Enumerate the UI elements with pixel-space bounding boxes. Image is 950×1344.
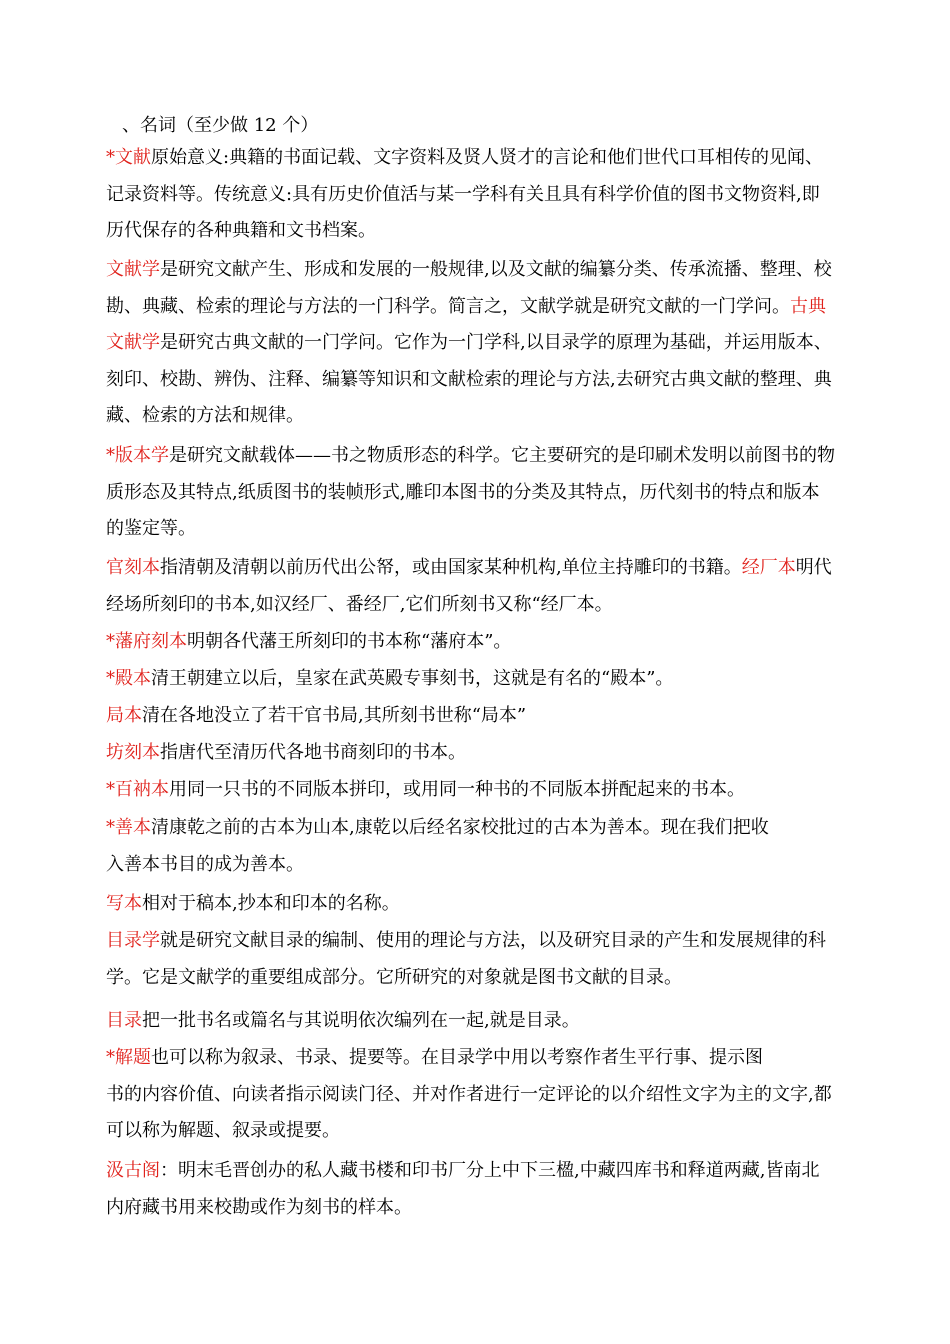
entry-line: [106, 847, 769, 884]
entry-wenxian: [106, 140, 823, 250]
entry-xieben: [106, 886, 400, 923]
entry-line: [106, 923, 826, 960]
definition-text: 是研究古典文献的一门学问。它作为一门学科,以目录学的原理为基础，并运用版本、: [160, 332, 832, 353]
entry-line: [106, 886, 400, 923]
term: 目录: [106, 1010, 142, 1031]
definition-text: 学。它是文献学的重要组成部分。它所研究的对象就是图书文献的目录。: [106, 966, 682, 988]
entry-fangkeben: [106, 735, 466, 772]
entry-muluxue: [106, 923, 826, 996]
important-marker: *: [106, 668, 115, 689]
entry-line: [106, 661, 673, 698]
entry-line: [106, 1040, 832, 1077]
definition-text: 历代保存的各种典籍和文书档案。: [106, 220, 376, 241]
term: 文献学: [106, 259, 160, 280]
entry-dianben: [106, 661, 673, 698]
entry-line: [106, 810, 769, 847]
definition-text: 经场所刻印的书本,如汉经厂、番经厂,它们所刻书又称“经厂本。: [106, 593, 613, 615]
definition-text: 清康乾之前的古本为山本,康乾以后经名家校批过的古本为善本。现在我们把收: [151, 817, 769, 838]
definition-text: ：明末毛晋创办的私人藏书楼和印书厂分上中下三楹,中藏四库书和释道两藏,皆南北: [160, 1160, 820, 1181]
entry-line: [106, 511, 835, 548]
definition-text: 的鉴定等。: [106, 518, 196, 539]
entry-line: [106, 177, 823, 214]
definition-text: 内府藏书用来校勘或作为刻书的样本。: [106, 1196, 412, 1218]
definition-text: 入善本书目的成为善本。: [106, 853, 304, 875]
definition-text: 相对于稿本,抄本和印本的名称。: [142, 893, 400, 914]
definition-text: 明代: [795, 557, 832, 578]
definition-text: 指唐代至清历代各地书商刻印的书本。: [160, 742, 466, 763]
term: 殿本: [115, 668, 151, 689]
entry-shanben: [106, 810, 769, 883]
entry-line: [106, 140, 823, 177]
section-heading: 、名词（至少做 12 个）: [122, 115, 319, 136]
definition-text: 把一批书名或篇名与其说明依次编列在一起,就是目录。: [142, 1010, 580, 1031]
entry-bainaben: [106, 772, 745, 809]
definition-text: 就是研究文献目录的编制、使用的理论与方法，以及研究目录的产生和发展规律的科: [160, 930, 826, 951]
term: 文献: [115, 147, 151, 168]
definition-text: 可以称为解题、叙录或提要。: [106, 1120, 340, 1141]
entry-jiguge: [106, 1153, 819, 1226]
important-marker: *: [106, 445, 115, 466]
term: 局本: [106, 705, 142, 726]
definition-text: 记录资料等。传统意义:具有历史价值活与某一学科有关且具有科学价值的图书文物资料,即: [106, 183, 820, 205]
entry-guankeben: [106, 550, 832, 623]
entry-line: [106, 252, 832, 289]
definition-text: 刻印、校勘、辨伪、注释、编纂等知识和文献检索的理论与方法,去研究古典文献的整理、典: [106, 368, 832, 390]
entry-line: [106, 1113, 832, 1150]
term: 经厂本: [741, 557, 796, 578]
term: 写本: [106, 893, 142, 914]
entry-fanfukeben: [106, 624, 511, 661]
entry-line: [106, 1190, 819, 1227]
entry-line: [106, 325, 832, 362]
entry-line: [106, 289, 832, 326]
term: 藩府刻本: [115, 631, 187, 652]
important-marker: *: [106, 631, 115, 652]
term: 坊刻本: [106, 742, 160, 763]
term: 目录学: [106, 930, 160, 951]
entry-jieti: [106, 1040, 832, 1150]
term: 解题: [115, 1047, 151, 1068]
definition-text: 原始意义:典籍的书面记载、文字资料及贤人贤才的言论和他们世代口耳相传的见闻、: [151, 147, 824, 168]
definition-text: 勘、典藏、检索的理论与方法的一门科学。简言之，文献学就是研究文献的一门学问。: [106, 295, 790, 317]
term: 古典: [790, 295, 826, 317]
definition-text: 清王朝建立以后，皇家在武英殿专事刻书，这就是有名的“殿本”。: [151, 668, 674, 689]
definition-text: 藏、检索的方法和规律。: [106, 405, 304, 426]
entry-line: [106, 475, 835, 512]
entry-line: [106, 438, 835, 475]
definition-text: 清在各地没立了若干官书局,其所刻书世称“局本”: [142, 705, 527, 726]
term: 汲古阁: [106, 1160, 160, 1181]
term: 版本学: [115, 445, 169, 466]
entry-wenxianxue: [106, 252, 832, 435]
definition-text: 用同一只书的不同版本拼印，或用同一种书的不同版本拼配起来的书本。: [169, 779, 745, 800]
definition-text: 指清朝及清朝以前历代出公帑，或由国家某种机构,单位主持雕印的书籍。: [160, 557, 742, 578]
entry-line: [106, 362, 832, 399]
entry-line: [106, 550, 832, 587]
entry-line: [106, 960, 826, 997]
entry-line: [106, 1153, 819, 1190]
definition-text: 明朝各代藩王所刻印的书本称“藩府本”。: [187, 631, 512, 652]
entry-juben: [106, 698, 526, 735]
definition-text: 也可以称为叙录、书录、提要等。在目录学中用以考察作者生平行事、提示图: [151, 1047, 763, 1068]
entry-line: [106, 624, 511, 661]
important-marker: *: [106, 1047, 115, 1068]
term: 官刻本: [106, 557, 160, 578]
definition-text: 书的内容价值、向读者指示阅读门径、并对作者进行一定评论的以介绍性文字为主的文字,都: [106, 1083, 832, 1105]
term: 百衲本: [115, 779, 169, 800]
entry-mulu: [106, 1003, 580, 1040]
entry-line: [106, 1077, 832, 1114]
entry-line: [106, 698, 526, 735]
entry-line: [106, 772, 745, 809]
definition-text: 质形态及其特点,纸质图书的装帧形式,雕印本图书的分类及其特点，历代刻书的特点和版本: [106, 481, 820, 503]
definition-text: 是研究文献载体——书之物质形态的科学。它主要研究的是印刷术发明以前图书的物: [169, 445, 835, 466]
important-marker: *: [106, 779, 115, 800]
term: 文献学: [106, 332, 160, 353]
entry-line: [106, 398, 832, 435]
entry-line: [106, 1003, 580, 1040]
important-marker: *: [106, 147, 115, 168]
term: 善本: [115, 817, 151, 838]
entry-line: [106, 213, 823, 250]
entry-line: [106, 587, 832, 624]
important-marker: *: [106, 817, 115, 838]
entry-banbenxue: [106, 438, 835, 548]
entry-line: [106, 735, 466, 772]
definition-text: 是研究文献产生、形成和发展的一般规律,以及文献的编纂分类、传承流播、整理、校: [160, 259, 832, 280]
